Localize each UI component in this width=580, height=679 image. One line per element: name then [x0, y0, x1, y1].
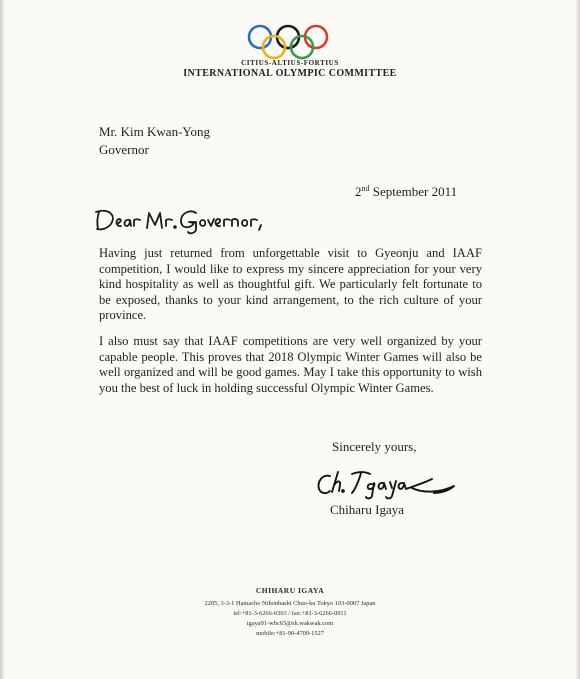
- footer-mobile: mobile:+81-90-4709-1527: [256, 630, 324, 637]
- handwritten-signature: [314, 466, 459, 502]
- olympic-motto: CITIUS-ALTIUS-FORTIUS: [241, 59, 339, 67]
- body-paragraph-1: Having just returned from unforgettable visit to Gyeonju and IAAF competition, I would like to express my sincere appreciation for your very kind hospitality as well as thoughtful gift. We particularly felt fortunate to be exposed, thanks to your kind arrangement, to the rich culture of your province.: [99, 246, 482, 322]
- footer-tel-fax: tel:+81-3-6266-0303 / fax:+81-3-6266-0911: [233, 610, 347, 617]
- scan-edge-right: [575, 0, 580, 679]
- date-rest: September 2011: [369, 184, 458, 199]
- recipient-name: Mr. Kim Kwan-Yong: [99, 124, 210, 139]
- footer-address: 2205, 3-3-1 Hamacho Nihonbashi Chuo-ku Tokyo 103-0007 Japan: [204, 600, 376, 607]
- footer-name: CHIHARU IGAYA: [255, 586, 325, 595]
- closing: Sincerely yours,: [332, 439, 417, 454]
- handwritten-salutation: [93, 204, 293, 236]
- recipient-title: Governor: [99, 142, 149, 157]
- organization-name: INTERNATIONAL OLYMPIC COMMITTEE: [183, 68, 397, 79]
- body-paragraph-2: I also must say that IAAF competitions are very well organized by your capable people. This proves that 2018 Olympic Winter Games will also be well organized and will be good games. May I take this opportunity to wish you the best of luck in holding successful Olympic Winter Games.: [99, 334, 482, 395]
- signer-name: Chiharu Igaya: [330, 502, 405, 517]
- scan-edge-left: [0, 0, 5, 679]
- letter-date: [355, 184, 457, 200]
- date-suffix: nd: [361, 184, 370, 193]
- footer-email: igaya91-wbc65@sh.wakwak.com: [246, 620, 334, 627]
- date-day: 2: [355, 184, 362, 199]
